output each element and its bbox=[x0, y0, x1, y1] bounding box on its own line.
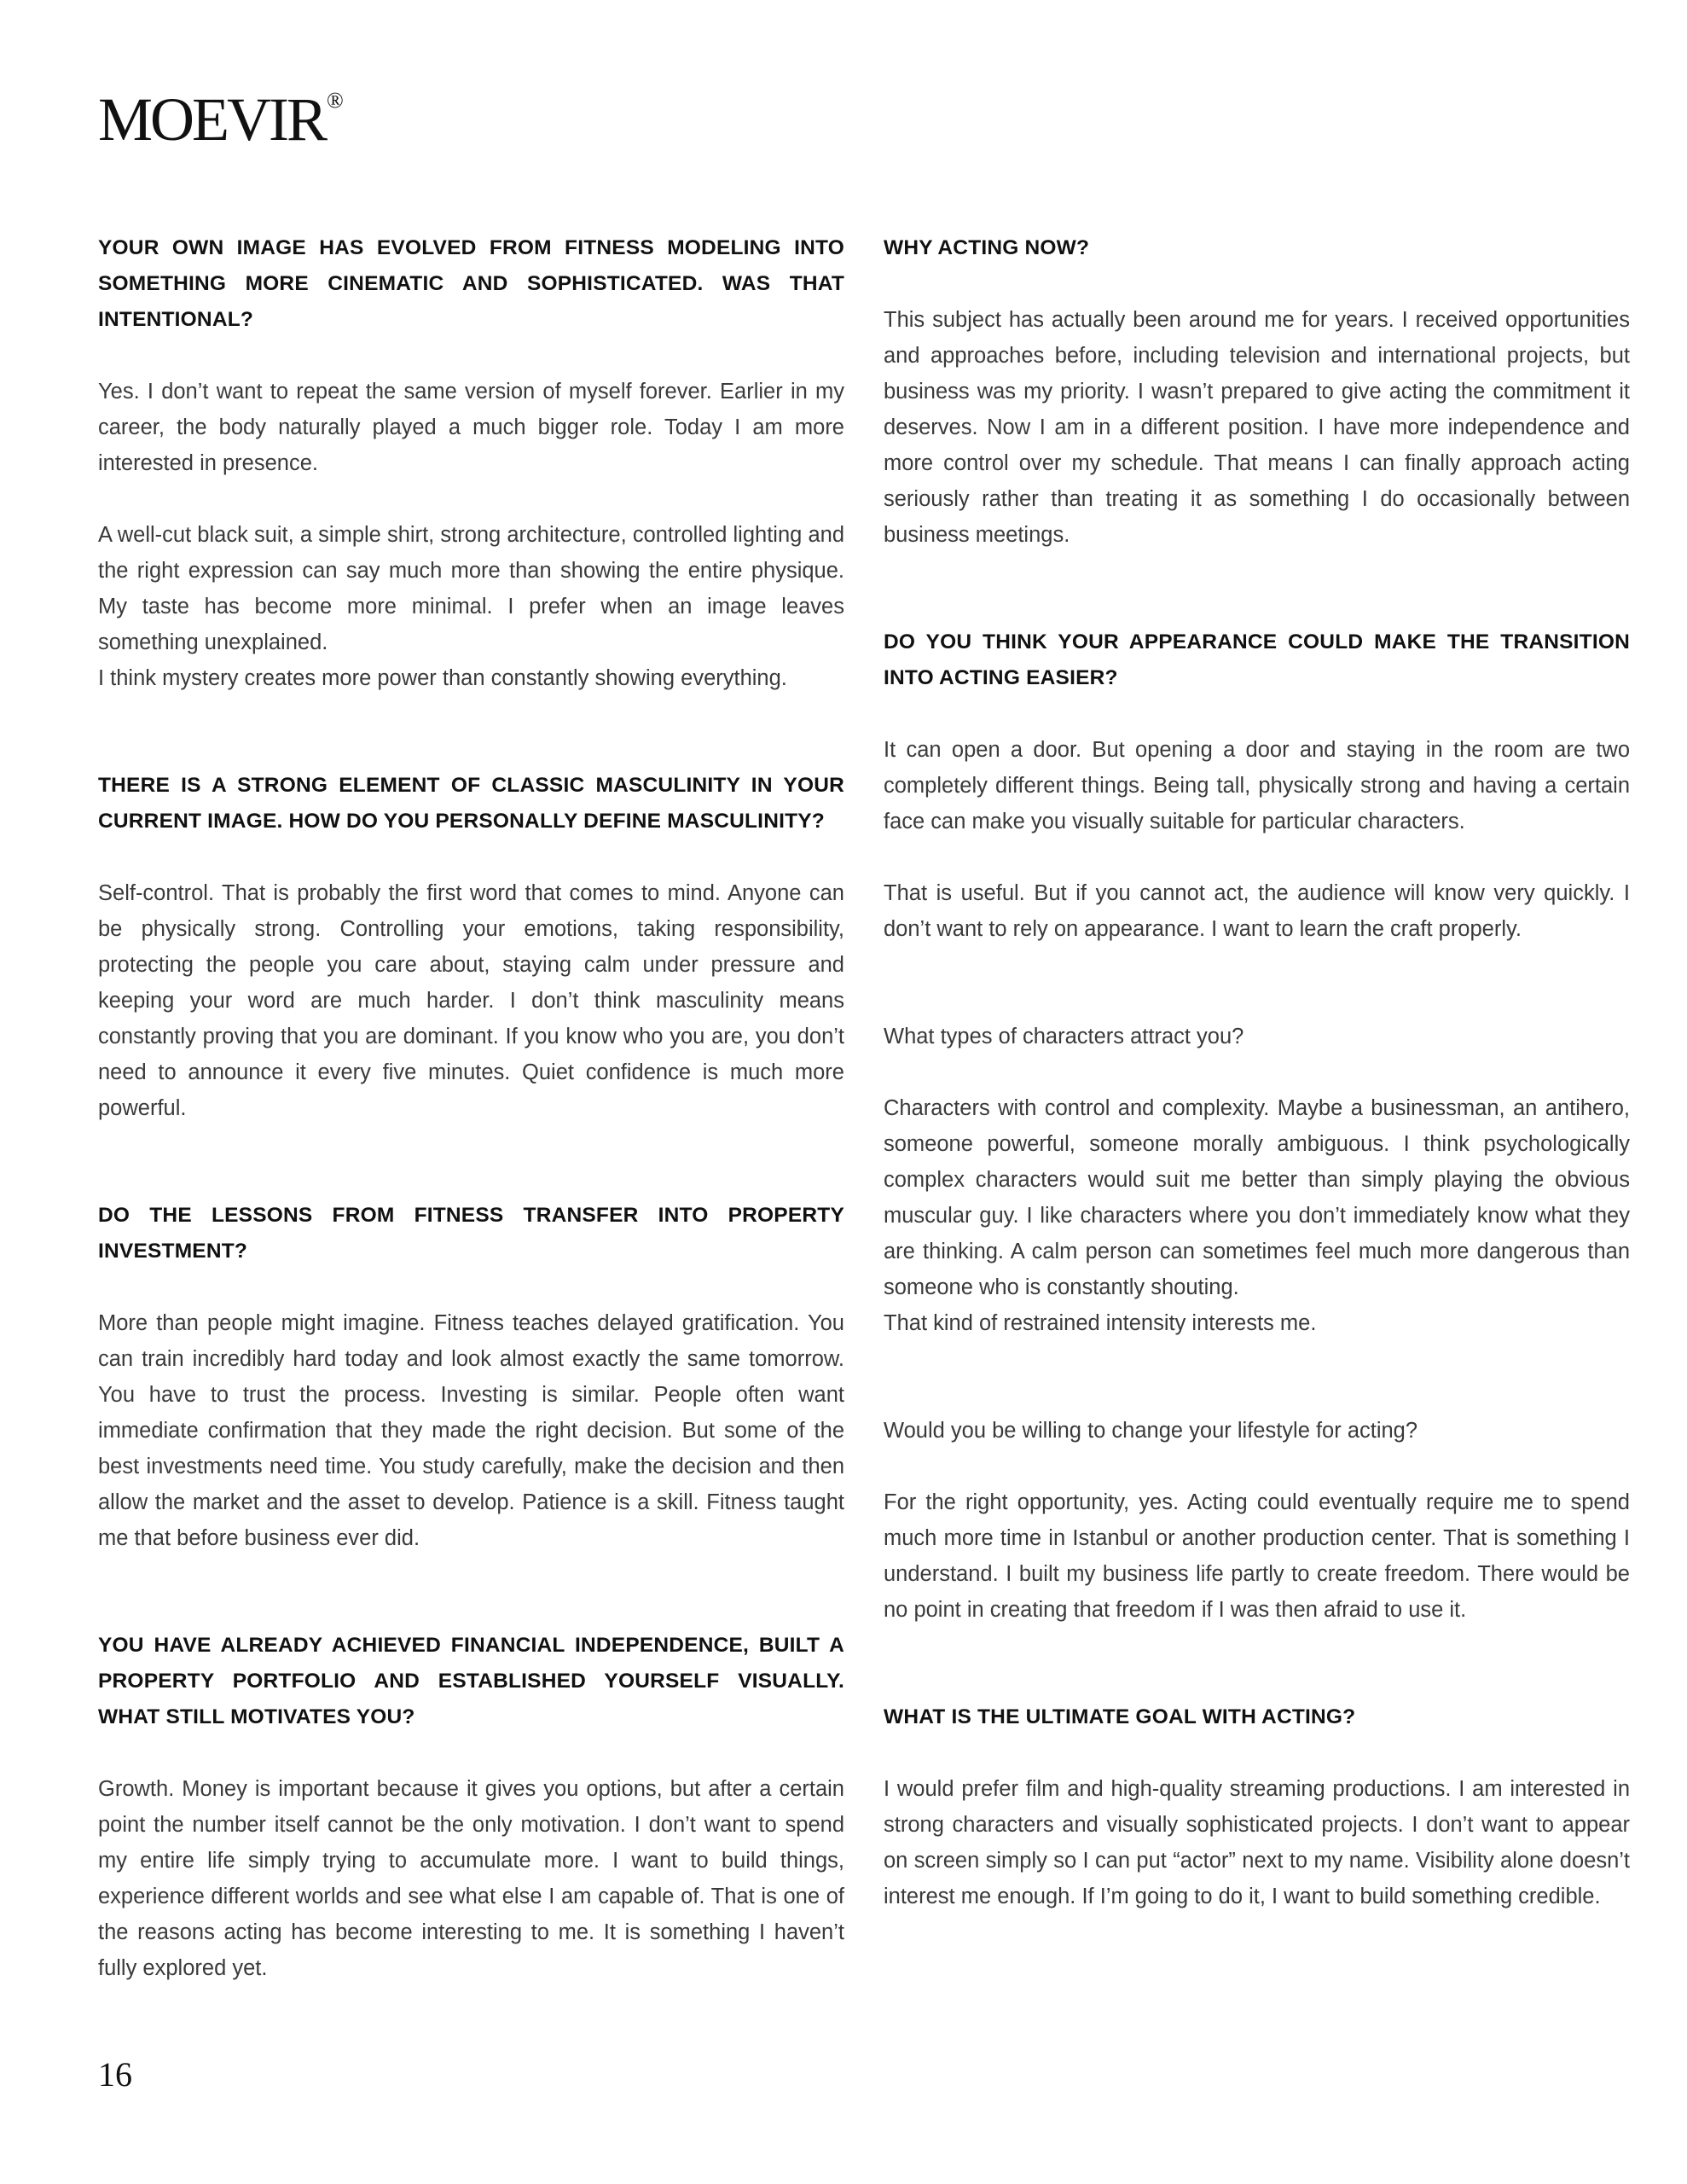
interview-question: DO YOU THINK YOUR APPEARANCE COULD MAKE THE TRANSITION INTO ACTING EASIER? bbox=[884, 630, 1630, 689]
logo-text: MOEVIR bbox=[98, 85, 325, 154]
interview-question: DO THE LESSONS FROM FITNESS TRANSFER INTO PROPERTY INVESTMENT? bbox=[98, 1204, 844, 1263]
right-column bbox=[884, 230, 1630, 1914]
interview-question: YOUR OWN IMAGE HAS EVOLVED FROM FITNESS MODELING INTO SOMETHING MORE CINEMATIC AND SOPHISTICATED. WAS THAT INTENTIONAL? bbox=[98, 236, 844, 331]
interview-answer: A well-cut black suit, a simple shirt, strong architecture, controlled lighting and the right expression can say much more than showing the entire physique. My taste has become more minimal. I prefer when an image leaves something unexplained. bbox=[98, 523, 844, 654]
interview-question: WHY ACTING NOW? bbox=[884, 236, 1090, 259]
interview-answer: More than people might imagine. Fitness teaches delayed gratification. You can train incredibly hard today and look almost exactly the same tomorrow. You have to trust the process. Investing is similar. People often want immediate confirmation that they made the right decision. But some of the best investments need time. You study carefully, make the decision and then allow the market and the asset to develop. Patience is a skill. Fitness taught me that before business ever did. bbox=[98, 1311, 844, 1550]
interview-answer: This subject has actually been around me for years. I received opportunities and approaches before, including television and international projects, but business was my priority. I wasn’t prepared to give acting the commitment it deserves. Now I am in a different position. I have more independence and more control over my schedule. That means I can finally approach acting seriously rather than treating it as something I do occasionally between business meetings. bbox=[884, 308, 1630, 547]
left-column bbox=[98, 230, 844, 1986]
interview-answer: Self-control. That is probably the first word that comes to mind. Anyone can be physically strong. Controlling your emotions, taking responsibility, protecting the people you care about, staying calm under pressure and keeping your word are much harder. I don’t think masculinity means constantly proving that you are dominant. If you know who you are, you don’t need to announce it every five minutes. Quiet confidence is much more powerful. bbox=[98, 881, 844, 1120]
interview-answer: For the right opportunity, yes. Acting could eventually require me to spend much more time in Istanbul or another production center. That is something I understand. I built my business life partly to create freedom. There would be no point in creating that freedom if I was then afraid to use it. bbox=[884, 1490, 1630, 1622]
interview-question: Would you be willing to change your lifestyle for acting? bbox=[884, 1419, 1418, 1443]
interview-answer: Yes. I don’t want to repeat the same version of myself forever. Earlier in my career, the body naturally played a much bigger role. Today I am more interested in presence. bbox=[98, 380, 844, 475]
interview-question: What types of characters attract you? bbox=[884, 1025, 1244, 1048]
registered-mark: ® bbox=[327, 88, 344, 113]
interview-answer: Growth. Money is important because it gives you options, but after a certain point the number itself cannot be the only motivation. I don’t want to spend my entire life simply trying to accumulate more. I want to build things, experience different worlds and see what else I am capable of. That is one of the reasons acting has become interesting to me. It is something I haven’t fully explored yet. bbox=[98, 1777, 844, 1980]
interview-answer: I would prefer film and high-quality streaming productions. I am interested in strong characters and visually sophisticated projects. I don’t want to appear on screen simply so I can put “actor” next to my name. Visibility alone doesn’t interest me enough. If I’m going to do it, I want to build something credible. bbox=[884, 1777, 1630, 1908]
interview-answer: It can open a door. But opening a door and staying in the room are two completely different things. Being tall, physically strong and having a certain face can make you visually suitable for particular characters. bbox=[884, 738, 1630, 834]
interview-answer: I think mystery creates more power than constantly showing everything. bbox=[98, 666, 787, 690]
interview-answer: That kind of restrained intensity interests me. bbox=[884, 1311, 1317, 1335]
interview-question: THERE IS A STRONG ELEMENT OF CLASSIC MASCULINITY IN YOUR CURRENT IMAGE. HOW DO YOU PERSONALLY DEFINE MASCULINITY? bbox=[98, 774, 844, 833]
interview-question: YOU HAVE ALREADY ACHIEVED FINANCIAL INDEPENDENCE, BUILT A PROPERTY PORTFOLIO AND ESTABLISHED YOURSELF VISUALLY. WHAT STILL MOTIVATES YOU? bbox=[98, 1634, 844, 1728]
brand-logo bbox=[98, 67, 344, 154]
interview-answer: Characters with control and complexity. Maybe a businessman, an antihero, someone powerful, someone morally ambiguous. I think psychologically complex characters would suit me better than simply playing the obvious muscular guy. I like characters where you don’t immediately know what they are thinking. A calm person can sometimes feel much more dangerous than someone who is constantly shouting. bbox=[884, 1096, 1630, 1299]
page-number: 16 bbox=[98, 2055, 132, 2094]
interview-question: WHAT IS THE ULTIMATE GOAL WITH ACTING? bbox=[884, 1705, 1356, 1728]
interview-answer: That is useful. But if you cannot act, the audience will know very quickly. I don’t want to rely on appearance. I want to learn the craft properly. bbox=[884, 881, 1630, 941]
